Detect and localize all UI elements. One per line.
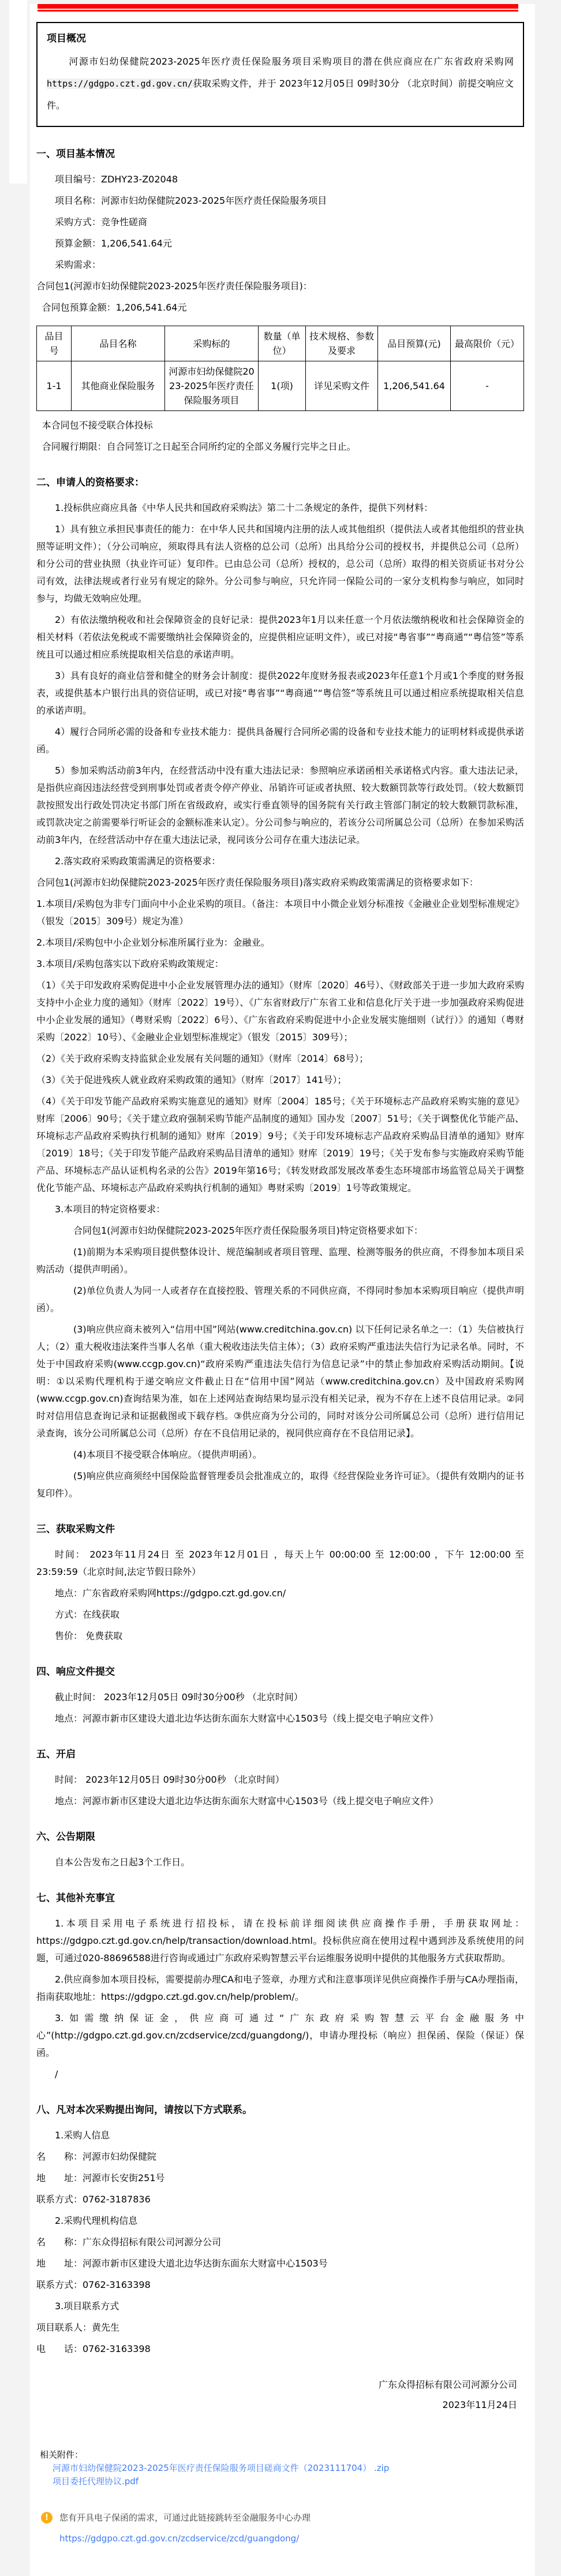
section2-heading: 二、申请人的资格要求： (36, 477, 144, 488)
items-table-header-row (37, 326, 524, 361)
overview-title: 项目概况 (47, 33, 86, 44)
cell-item-budget: 1,206,541.64 (378, 361, 451, 411)
purchaser-name-line: 名 称：河源市妇幼保健院 (36, 2151, 157, 2162)
col-item-no: 品目号 (37, 326, 72, 361)
policy-para: 3.本项目/采购包落实以下政府采购政策规定： (36, 958, 224, 969)
attachments-section (36, 2448, 524, 2488)
section1-heading: 一、项目基本情况 (36, 148, 115, 160)
overview-text-before-url: 河源市妇幼保健院2023-2025年医疗责任保险服务项目采购项目的潜在供应商应在广东省政府采购网 (69, 56, 514, 67)
agency-address-line: 地 址：河源市新市区建设大道北边华达街东面东大财富中心1503号 (36, 2258, 328, 2269)
side-float-panel (9, 0, 27, 184)
section6-heading: 六、公告期限 (36, 1831, 95, 1843)
procurement-site-url: https://gdgpo.czt.gd.gov.cn/ (47, 79, 193, 89)
items-table (36, 326, 524, 411)
signature-date: 2023年11月24日 (442, 2399, 517, 2410)
specific-qualification-para: 合同包1(河源市妇幼保健院2023-2025年医疗责任保险服务项目)特定资格要求如下： (73, 1225, 423, 1236)
project-contact-title: 3.项目联系方式 (55, 2301, 119, 2312)
qualification-para: 1）具有独立承担民事责任的能力：在中华人民共和国境内注册的法人或其他组织（提供法人或者其他组织的营业执照等证明文件）；（分公司响应，须取得具有法人资格的总公司（总所）出具给分公司的授权书，并提供总公司（总所）和分公司的营业执照（执业许可证）复印件。已由总公司（总所）授权的，总公司（总所）取得的相关资质证书对分公司有效，法律法规或者行业另有规定的除外。分公司参与响应，只允许同一保险公司的一家分支机构参与响应，如同时参与，均做无效响应处理。 (36, 524, 524, 604)
opening-time-line: 时间： 2023年12月05日 09时30分00秒 （北京时间） (55, 1774, 285, 1785)
warning-exclamation-icon (41, 2512, 53, 2523)
policy-para: 1.本项目/采购包为非专门面向中小企业采购的项目。（备注：本项目中小微企业划分标准按《金融业企业划型标准规定》（银发〔2015〕309号）规定为准） (36, 898, 524, 927)
purchaser-address-line: 地 址：河源市长安街251号 (36, 2172, 165, 2183)
opening-place-line: 地点：河源市新市区建设大道北边华达街东面东大财富中心1503号（线上提交电子响应文件） (55, 1795, 439, 1806)
policy-para: （2）《关于政府采购支持监狱企业发展有关问题的通知》（财库〔2014〕68号）； (36, 1053, 369, 1064)
cell-procurement-subject: 河源市妇幼保健院2023-2025年医疗责任保险服务项目 (165, 361, 259, 411)
cell-tech-spec: 详见采购文件 (306, 361, 378, 411)
cell-max-price: - (451, 361, 524, 411)
cell-item-name: 其他商业保险服务 (72, 361, 165, 411)
project-name-line: 项目名称：河源市妇幼保健院2023-2025年医疗责任保险服务项目 (55, 195, 327, 206)
doc-obtain-price-line: 售价： 免费获取 (55, 1630, 123, 1641)
specific-qualification-para: (3)响应供应商未被列入“信用中国”网站(www.creditchina.gov.cn) 以下任何记录名单之一：（1）失信被执行人；（2）重大税收违法案件当事人名单（重大税收违法失信主体）；（3）政府采购严重违法失信行为记录名单。同时，不处于中国政府采购(www.ccgp.gov.cn)“政府采购严重违法失信行为信息记录”中的禁止参加政府采购活动期间。【说明：①以采购代理机构于递交响应文件截止日在“信用中国”网站（www.creditchina.gov.cn）及中国政府采购网(www.ccgp.gov.cn)查询结果为准，如在上述网站查询结果均显示没有相关记录，视为不存在上述不良信用记录。②同时对信用信息查询记录和证据截图或下载存档。③供应商为分公司的，同时对该分公司所属总公司（总所）进行信用记录查询，该分公司所属总公司（总所）存在不良信用记录的，视同供应商存在不良信用记录】。 (36, 1324, 524, 1439)
specific-qualification-para: (1)前期为本采购项目提供整体设计、规范编制或者项目管理、监理、检测等服务的供应商，不得参加本项目采购活动（提供声明函）。 (36, 1246, 524, 1275)
col-max-price: 最高限价（元） (451, 326, 524, 361)
supplementary-para: 1.本项目采用电子系统进行招投标，请在投标前详细阅读供应商操作手册，手册获取网址：https://gdgpo.czt.gd.gov.cn/help/transaction/download.html。投标供应商在使用过程中遇到涉及系统使用的问题，可通过020-88696588进行咨询或通过广东政府采购智慧云平台运维服务说明中提供的其他服务方式获取帮助。 (36, 1918, 524, 1963)
project-contact-person-line: 项目联系人：黄先生 (36, 2322, 120, 2333)
budget-amount-line: 预算金额：1,206,541.64元 (55, 238, 172, 249)
col-tech-spec: 技术规格、参数及要求 (306, 326, 378, 361)
policy-para: （1）《关于印发政府采购促进中小企业发展管理办法的通知》（财库〔2020〕46号）、《财政部关于进一步加大政府采购支持中小企业力度的通知》（财库〔2022〕19号）、《广东省财政厅广东省工业和信息化厅关于进一步加强政府采购促进中小企业发展的通知》（粤财采购〔2022〕6号）、《广东省政府采购促进中小企业发展实施细则（试行）》的通知（粤财采购〔2022〕10号）、《金融业企业划型标准规定》（银发〔2015〕309号）； (36, 980, 524, 1043)
policy-para: （3）《关于促进残疾人就业政府采购政策的通知》（财库〔2017〕141号）； (36, 1074, 347, 1085)
purchaser-contact-line: 联系方式：0762-3187836 (36, 2194, 151, 2205)
qualification-para: 2.落实政府采购政策需满足的资格要求： (55, 856, 221, 867)
signature-company: 广东众得招标有限公司河源分公司 (378, 2379, 517, 2390)
agency-name-line: 名 称：广东众得招标有限公司河源分公司 (36, 2237, 222, 2248)
policy-para: 合同包1(河源市妇幼保健院2023-2025年医疗责任保险服务项目)落实政府采购政策需满足的资格要求如下： (36, 877, 478, 888)
project-number-line: 项目编号：ZDHY23-Z02048 (55, 174, 178, 185)
attachments-label: 相关附件： (40, 2450, 84, 2460)
attachment-link-consultation-file[interactable]: 河源市妇幼保健院2023-2025年医疗责任保险服务项目磋商文件（2023111704） .zip (53, 2463, 390, 2473)
signature-block (36, 2375, 517, 2414)
qualification-para: 5）参加采购活动前3年内，在经营活动中没有重大违法记录：参照响应承诺函相关承诺格式内容。重大违法记录，是指供应商因违法经营受到刑事处罚或者责令停产停业、吊销许可证或者执照、较大数额罚款等行政处罚。（较大数额罚款按照发出行政处罚决定书部门所在省级政府，或实行垂直领导的国务院有关行政主管部门制定的较大数额罚款标准，或罚款决定之前需要举行听证会的金额标准来认定）。分公司参与响应的，若该分公司所属总公司（总所）在参加采购活动前3年内，在经营活动中存在重大违法记录，视同该分公司存在重大违法记录。 (36, 765, 524, 845)
header-red-rule-thick (38, 4, 518, 9)
supplementary-para: 2.供应商参加本项目投标，需要提前办理CA和电子签章，办理方式和注意事项详见供应商操作手册与CA办理指南，指南获取地址：https://gdgpo.czt.gd.gov.cn/help/problem/。 (36, 1974, 524, 2002)
specific-qualification-para: (4)本项目不接受联合体响应。（提供声明函）。 (73, 1449, 262, 1460)
doc-obtain-time-line: 时间： 2023年11月24日 至 2023年12月01日 ，每天上午 00:00:00 至 12:00:00 ，下午 12:00:00 至 23:59:59（北京时间,法定节假日除外） (36, 1549, 524, 1577)
e-guarantee-notice-row (41, 2511, 524, 2524)
table-row (37, 361, 524, 411)
col-procurement-subject: 采购标的 (165, 326, 259, 361)
policy-para: 2.本项目/采购包中小企业划分标准所属行业为：金融业。 (36, 937, 270, 948)
attachment-link-agency-agreement[interactable]: 项目委托代理协议.pdf (53, 2476, 139, 2487)
section8-heading: 八、凡对本次采购提出询问，请按以下方式联系。 (36, 2104, 252, 2116)
doc-obtain-method-line: 方式：在线获取 (55, 1609, 120, 1620)
e-guarantee-notice (36, 2511, 524, 2544)
section7-heading: 七、其他补充事宜 (36, 1892, 115, 1904)
section3-heading: 三、获取采购文件 (36, 1524, 115, 1535)
financial-service-center-link[interactable]: https://gdgpo.czt.gd.gov.cn/zcdservice/zcd/guangdong/ (59, 2533, 300, 2544)
submission-deadline-line: 截止时间： 2023年12月05日 09时30分00秒 （北京时间） (55, 1692, 303, 1703)
procurement-demand-line: 采购需求： (55, 259, 102, 270)
doc-obtain-place-line: 地点：广东省政府采购网https://gdgpo.czt.gd.gov.cn/ (55, 1588, 286, 1599)
announcement-period-line: 自本公告发布之日起3个工作日。 (55, 1857, 190, 1868)
supplementary-slash-line: / (55, 2069, 58, 2080)
specific-qualification-para: (5)响应供应商须经中国保险监督管理委员会批准成立的，取得《经营保险业务许可证》。（提供有效期内的证书复印件）。 (36, 1470, 524, 1499)
section5-heading: 五、开启 (36, 1749, 76, 1760)
specific-qualification-para: (2)单位负责人为同一人或者存在直接控股、管理关系的不同供应商，不得同时参加本采购项目响应（提供声明函）。 (36, 1285, 524, 1313)
overview-text-after-url: 获取采购文件，并于 2023年12月05日 09时30分 （北京时间）前提交响应文件。 (47, 78, 514, 111)
col-item-budget: 品目预算(元) (378, 326, 451, 361)
contract-package-line: 合同包1(河源市妇幼保健院2023-2025年医疗责任保险服务项目)： (36, 281, 312, 292)
section4-heading: 四、响应文件提交 (36, 1666, 115, 1678)
qualification-para: 4）履行合同所必需的设备和专业技术能力：提供具备履行合同所必需的设备和专业技术能力的证明材料或提供承诺函。 (36, 726, 524, 755)
qualification-para: 2）有依法缴纳税收和社会保障资金的良好记录：提供2023年1月以来任意一个月依法缴纳税收和社会保障资金的相关材料（若依法免税或不需要缴纳社会保障资金的，应提供相应证明文件），或已对接“粤省事”“粤商通”“粤信签”等系统且可以通过相应系统提取相关信息的承诺声明。 (36, 614, 524, 660)
qualification-para: 1.投标供应商应具备《中华人民共和国政府采购法》第二十二条规定的条件，提供下列材料： (55, 502, 433, 513)
no-consortium-note: 本合同包不接受联合体投标 (42, 420, 153, 431)
col-item-name: 品目名称 (72, 326, 165, 361)
announcement-page (30, 4, 535, 2576)
submission-place-line: 地点：河源市新市区建设大道北边华达街东面东大财富中心1503号（线上提交电子响应文件） (55, 1713, 439, 1724)
overview-paragraph (47, 51, 514, 117)
agency-contact-line: 联系方式：0762-3163398 (36, 2279, 151, 2290)
cell-quantity: 1(项) (259, 361, 306, 411)
policy-para: （4）《关于印发节能产品政府采购实施意见的通知》财库〔2004〕185号；《关于环境标志产品政府采购实施的意见》财库〔2006〕90号；《关于建立政府强制采购节能产品制度的通知》国办发〔2007〕51号；《关于调整优化节能产品、环境标志产品政府采购执行机制的通知》财库〔2019〕9号；《关于印发环境标志产品政府采购品目清单的通知》财库〔2019〕18号；《关于印发节能产品政府采购品目清单的通知》财库〔2019〕19号；《关于发布参与实施政府采购节能产品、环境标志产品认证机构名录的公告》2019年第16号；《转发财政部发展改革委生态环境部市场监管总局关于调整优化节能产品、环境标志产品政府采购执行机制的通知》粤财采购〔2019〕1号等政策规定。 (36, 1096, 524, 1193)
cell-item-no: 1-1 (37, 361, 72, 411)
qualification-para: 3）具有良好的商业信誉和健全的财务会计制度：提供2022年度财务报表或2023年任意1个月或1个季度的财务报表，或提供基本户银行出具的资信证明，或已对接“粤省事”“粤商通”“粤信签”等系统且可以通过相应系统提取相关信息的承诺声明。 (36, 670, 524, 716)
project-overview-box (36, 22, 524, 127)
procurement-method-line: 采购方式：竞争性磋商 (55, 216, 148, 227)
e-guarantee-notice-text: 您有开具电子保函的需求，可通过此链接跳转至金融服务中心办理 (59, 2512, 311, 2523)
project-contact-phone-line: 电 话：0762-3163398 (36, 2343, 151, 2354)
contract-term-note: 合同履行期限：自合同签订之日起至合同所约定的全部义务履行完毕之日止。 (42, 441, 356, 452)
supplementary-para: 3.如需缴纳保证金，供应商可通过“广东政府采购智慧云平台金融服务中心”(http://gdgpo.czt.gd.gov.cn/zcdservice/zcd/guangdong/)，申请办理投标（响应）担保函、保险（保证）保函。 (36, 2013, 524, 2058)
purchaser-info-title: 1.采购人信息 (55, 2130, 110, 2141)
col-quantity: 数量（单位） (259, 326, 306, 361)
header-red-rule-thin (38, 10, 518, 12)
specific-qualification-title: 3.本项目的特定资格要求： (55, 1204, 166, 1215)
contract-package-budget-line: 合同包预算金额：1,206,541.64元 (42, 302, 187, 313)
agency-info-title: 2.采购代理机构信息 (55, 2215, 138, 2226)
